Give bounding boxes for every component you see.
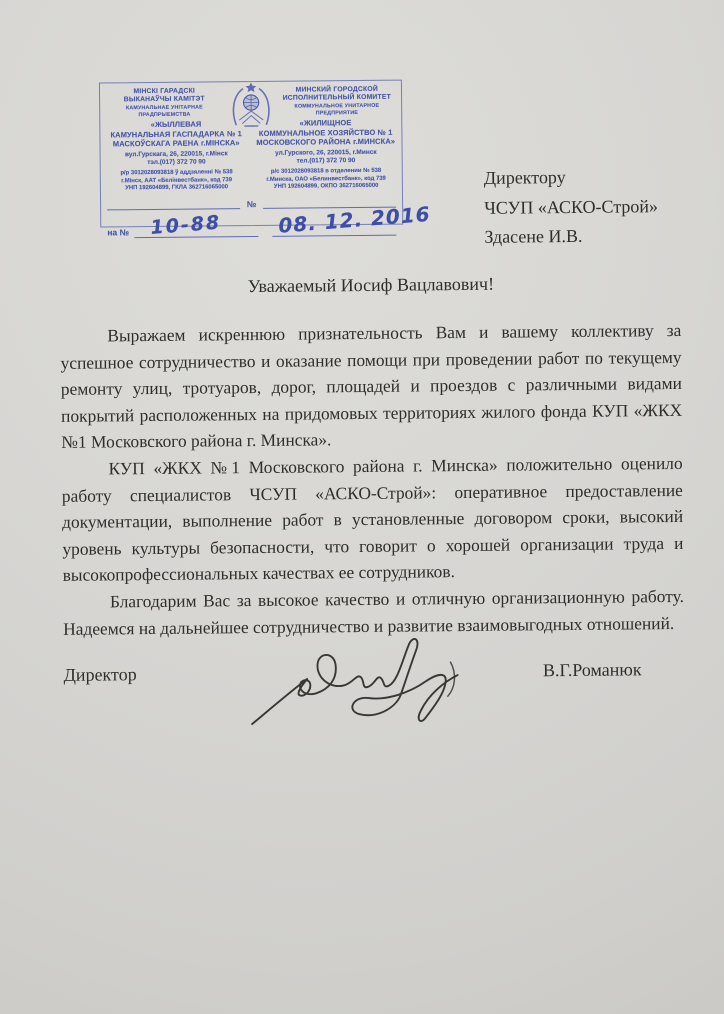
date-line bbox=[272, 201, 432, 238]
stamp-reference-row bbox=[107, 201, 432, 239]
handwritten-signature bbox=[245, 632, 484, 738]
letter-paragraph: Выражаем искреннюю признательность Вам и вашему коллективу за успешное сотрудничество и оказание помощи при проведении работ по текущему ремонту улиц, тротуаров, дорог, площадей и проездов с различными видами покрытий расположенных на придомовых территориях жилого фонда КУП «ЖКХ №1 Московского района г. Минска». bbox=[60, 319, 683, 453]
letter-body bbox=[60, 317, 684, 642]
stamp-authority-ru: МИНСКИЙ ГОРОДСКОЙ ИСПОЛНИТЕЛЬНЫЙ КОМИТЕТ КОММУНАЛЬНОЕ УНИТАРНОЕ ПРЕДПРИЯТИЕ bbox=[282, 85, 391, 117]
stamp-org-name-ru: «ЖИЛИЩНОЕ КОММУНАЛЬНОЕ ХОЗЯЙСТВО № 1 МОСКОВСКОГО РАЙОНА г.МИНСКА» bbox=[256, 118, 396, 148]
recipient-block: Директору ЧСУП «АСКО-Строй» Здасене И.В. bbox=[483, 167, 659, 247]
stamp-bank-details-by: р/р 3012028093818 ў аддзяленні № 538 г.Мінск, ААТ «Белінвестбанк», код 739 УНП 192604899, ГКЛА 362716065000 bbox=[120, 169, 233, 192]
reference-number-label: на № bbox=[107, 227, 130, 238]
stamp-address-by: вул.Гурскага, 26, 220015, г.Мінск тэл.(017) 372 70 90 bbox=[124, 149, 228, 166]
reference-number-line bbox=[134, 211, 258, 239]
number-sign-label: № bbox=[246, 198, 257, 209]
handwritten-reference-number: 10-88 bbox=[149, 211, 223, 239]
stamp-org-name-by: «ЖЫЛЛЕВАЯ КАМУНАЛЬНАЯ ГАСПАДАРКА № 1 МАСКОЎСКАГА РАЕНА г.МІНСКА» bbox=[110, 119, 242, 149]
letter-paragraph: Благодарим Вас за высокое качество и отличную организационную работу. Надеемся на дальнейшее сотрудничество и развитие взаимовыгодных отношений. bbox=[63, 585, 684, 639]
stamp-authority-by: МІНСКІ ГАРАДСКІ ВЫКАНАЎЧЫ КАМІТЭТ КАМУНАЛЬНАЕ УНІТАРНАЕ ПРАДПРЫЕМСТВА bbox=[123, 87, 205, 118]
letter-paragraph: КУП «ЖКХ №1 Московского района г. Минска» положительно оценило работу специалистов ЧСУП «АСКО-Строй»: оперативное предоставление документации, выполнение работ в установленные договором сроки, высокий уровень культуры безопасности, что говорит о хорошей организации труда и высокопрофессиональных качествах ее сотрудников. bbox=[61, 452, 684, 586]
stamp-column-russian bbox=[250, 86, 395, 192]
signer-name: В.Г.Романюк bbox=[542, 659, 642, 681]
stamp-address-ru: ул.Гурского, 26, 220015, г.Минск тел.(017) 372 70 90 bbox=[275, 148, 377, 165]
signer-role: Директор bbox=[63, 664, 137, 685]
organization-corner-stamp bbox=[99, 80, 432, 239]
stamp-column-belarusian bbox=[106, 87, 251, 193]
stamp-bank-details-ru: р/с 3012028093818 в отделении № 538 г.Минска, ОАО «Белинвестбанк», код 739 УНП 192604899, ОКПО 362716065000 bbox=[266, 167, 386, 191]
salutation: Уважаемый Иосиф Вацлавович! bbox=[247, 273, 495, 297]
handwritten-date: 08. 12. 2016 bbox=[277, 201, 432, 238]
stamp-columns bbox=[106, 86, 396, 194]
